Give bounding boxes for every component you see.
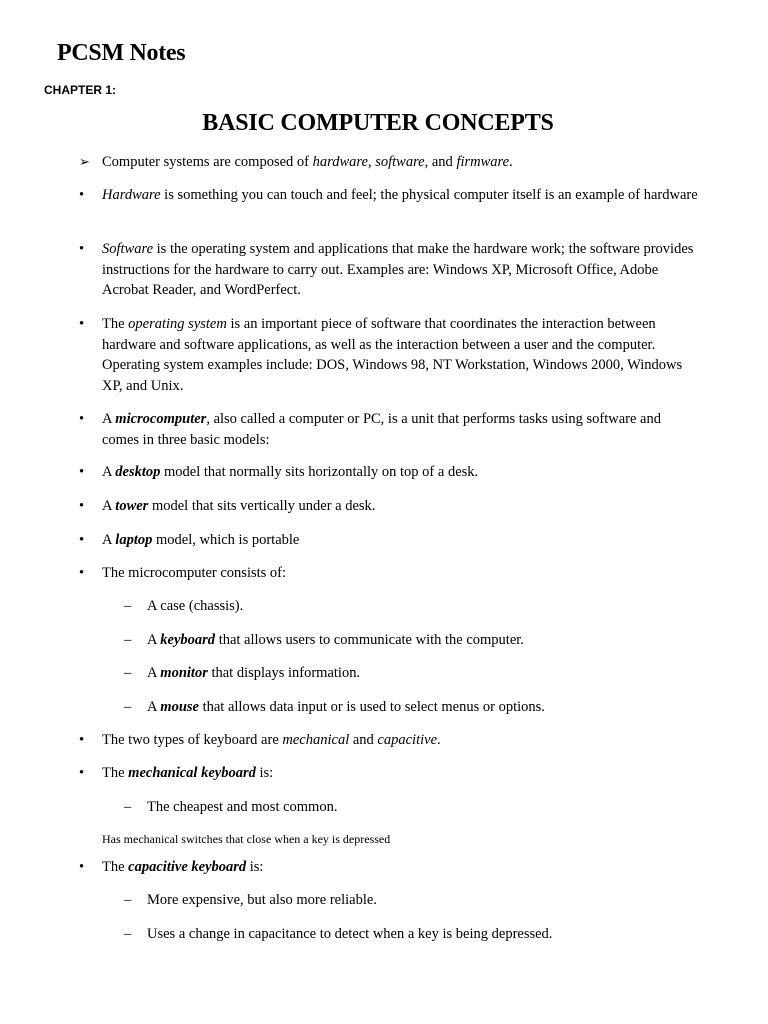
bullet-icon: •	[79, 765, 85, 781]
sub-list-item-text: The cheapest and most common.	[147, 799, 338, 815]
bullet-icon: •	[79, 411, 85, 427]
dash-icon: –	[124, 699, 132, 715]
dash-icon: –	[124, 892, 132, 908]
bullet-icon: •	[79, 732, 85, 748]
sub-list-item-text: A keyboard that allows users to communicate with the computer.	[147, 632, 524, 648]
sub-list-item-text: A mouse that allows data input or is used to select menus or options.	[147, 699, 545, 715]
dash-icon: –	[124, 799, 132, 815]
dash-icon: –	[124, 632, 132, 648]
bullet-icon: •	[79, 464, 85, 480]
bullet-icon: •	[79, 565, 85, 581]
list-item-text: A desktop model that normally sits horizontally on top of a desk.	[102, 464, 479, 480]
list-item-text: A tower model that sits vertically under a desk.	[102, 498, 376, 514]
dash-icon: –	[124, 926, 132, 942]
bullet-icon: •	[79, 532, 85, 548]
document-title: PCSM Notes	[57, 40, 186, 66]
sub-list-item-text: Uses a change in capacitance to detect when a key is being depressed.	[147, 926, 553, 942]
list-item-text: Software is the operating system and applications that make the hardware work; the software provides instructions for the hardware to carry out. Examples are: Windows XP, Microsoft Office, Adobe Acrobat Reader, and WordPerfect.	[102, 241, 694, 299]
list-item-text: The microcomputer consists of:	[102, 565, 287, 581]
bullet-icon: •	[79, 498, 85, 514]
list-item-text: The two types of keyboard are mechanical and capacitive.	[102, 732, 441, 748]
list-item-text: The operating system is an important piece of software that coordinates the interaction between hardware and software applications, as well as the interaction between a user and the computer. Operating system examples include: DOS, Windows 98, NT Workstation, Windows 2000, Windows XP, and Unix.	[102, 316, 683, 395]
arrow-bullet-icon: ➢	[79, 154, 90, 169]
sub-list-item-text: More expensive, but also more reliable.	[147, 892, 377, 908]
list-item-text: Hardware is something you can touch and feel; the physical computer itself is an example of hardware	[102, 187, 698, 203]
dash-icon: –	[124, 665, 132, 681]
bullet-icon: •	[79, 187, 85, 203]
list-item-text: A microcomputer, also called a computer or PC, is a unit that performs tasks using software and comes in three basic models:	[102, 411, 661, 448]
list-item-text: Computer systems are composed of hardware, software, and firmware.	[102, 154, 513, 170]
page-heading: BASIC COMPUTER CONCEPTS	[202, 110, 554, 136]
chapter-label: CHAPTER 1:	[44, 83, 117, 97]
dash-icon: –	[124, 598, 132, 614]
note-text: Has mechanical switches that close when a key is depressed	[102, 832, 391, 846]
list-item-text: The mechanical keyboard is:	[102, 765, 274, 781]
sub-list-item-text: A case (chassis).	[147, 598, 244, 614]
list-item-text: The capacitive keyboard is:	[102, 859, 264, 875]
bullet-icon: •	[79, 241, 85, 257]
list-item-text: A laptop model, which is portable	[102, 532, 300, 548]
bullet-icon: •	[79, 316, 85, 332]
bullet-icon: •	[79, 859, 85, 875]
sub-list-item-text: A monitor that displays information.	[147, 665, 361, 681]
